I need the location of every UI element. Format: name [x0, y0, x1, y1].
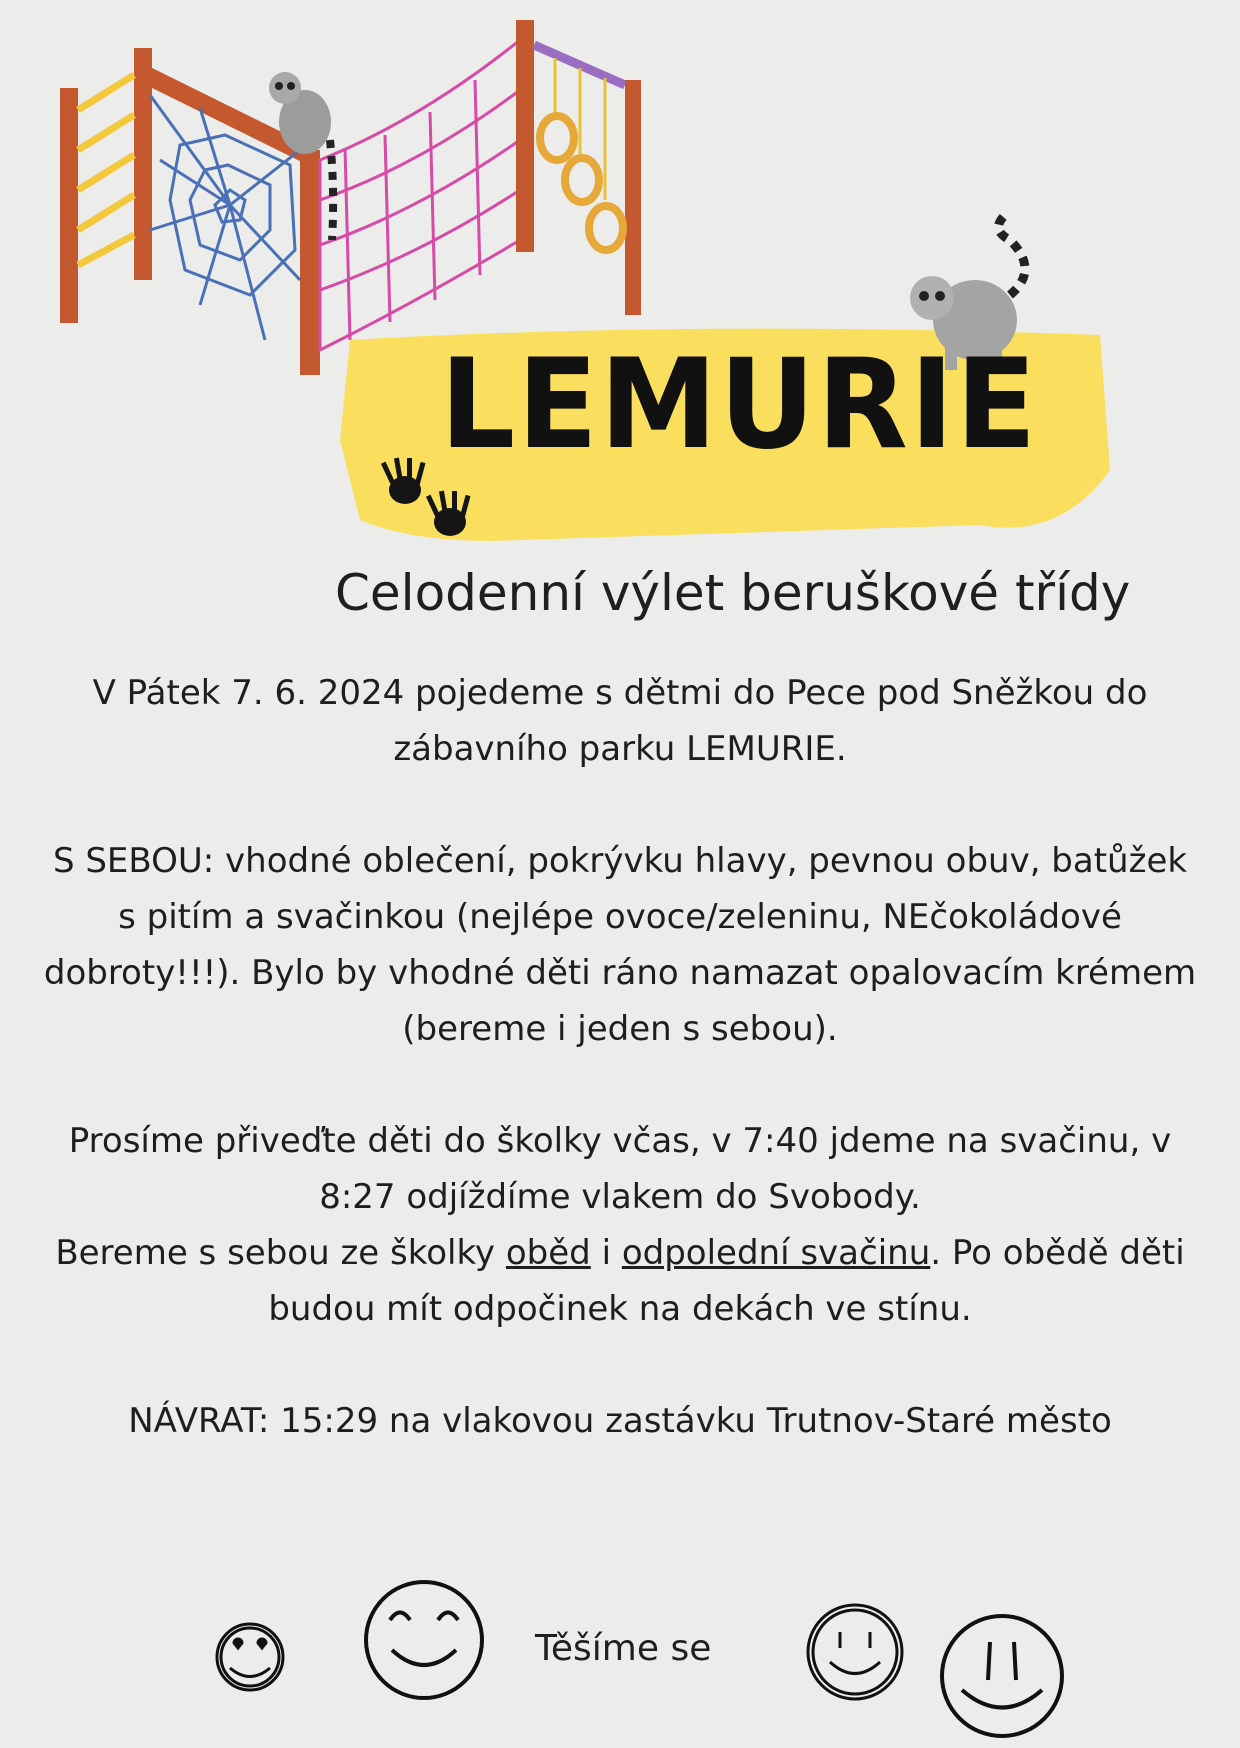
banner-title: LEMURIE	[440, 331, 1039, 477]
big-smiley-icon	[366, 1582, 482, 1698]
announcement-body	[40, 665, 1200, 1505]
climbing-ladder-icon	[60, 48, 152, 323]
meals-text-a: Bereme s sebou ze školky	[55, 1233, 506, 1273]
trip-info-paragraph: V Pátek 7. 6. 2024 pojedeme s dětmi do Pece pod Sněžkou do zábavního parku LEMURIE.	[92, 673, 1148, 769]
lunch-underlined: oběd	[505, 1233, 591, 1273]
packing-list-paragraph: S SEBOU: vhodné oblečení, pokrývku hlavy, pevnou obuv, batůžek s pitím a svačinkou (nejlépe ovoce/zeleninu, NEčokoládové dobroty!!!). Bylo by vhodné děti ráno namazat opalovacím krémem (bereme i jeden s sebou).	[43, 841, 1197, 1049]
wide-smiley-icon	[942, 1616, 1062, 1736]
return-paragraph: NÁVRAT: 15:29 na vlakovou zastávku Trutnov-Staré město	[128, 1401, 1112, 1441]
meals-paragraph	[40, 1225, 1200, 1337]
page-subtitle: Celodenní výlet beruškové třídy	[335, 564, 1131, 622]
heart-eyes-smiley-icon	[217, 1624, 283, 1690]
meals-text-c: . Po obědě děti budou mít odpočinek na dekách ve stínu.	[268, 1233, 1185, 1329]
gym-rings-icon	[534, 45, 641, 315]
snack-underlined: odpolední svačinu	[621, 1233, 931, 1273]
footer-greeting: Těšíme se	[535, 1628, 712, 1669]
schedule-paragraph: Prosíme přiveďte děti do školky včas, v 7:40 jdeme na svačinu, v 8:27 odjíždíme vlakem do Svobody.	[68, 1121, 1172, 1217]
climbing-net-icon	[320, 20, 534, 350]
meals-text-b: i	[590, 1233, 622, 1273]
smiley-icon	[808, 1605, 902, 1699]
